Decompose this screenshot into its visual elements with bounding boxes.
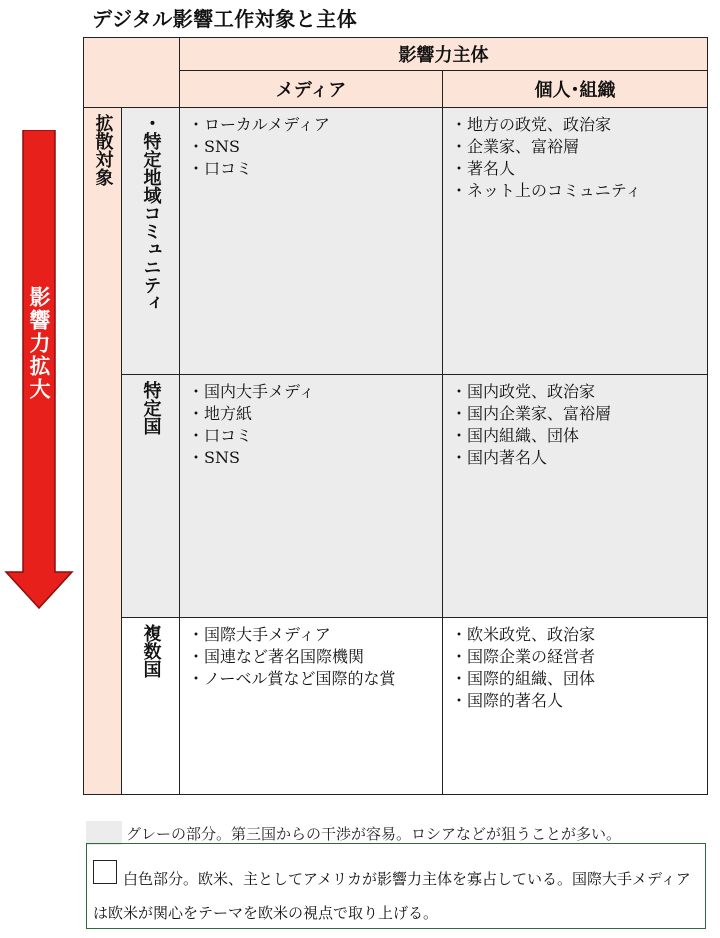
list-item: ・ 国内著名人 <box>451 447 703 469</box>
list-item: ・ SNS <box>188 447 438 469</box>
list-local-media <box>180 108 442 180</box>
list-item: ・ 地方紙 <box>188 403 438 425</box>
list-item: ・ SNS <box>188 136 438 158</box>
cell-country-person <box>443 375 708 618</box>
row-label-local: ・特定地域コミュニティ <box>140 114 162 312</box>
list-item: ・ 欧米政党、政治家 <box>451 624 703 646</box>
list-item: ・ ノーベル賞など国際的な賞 <box>188 668 438 690</box>
target-label: 拡散対象 <box>92 114 114 186</box>
list-item: ・ 口コミ <box>188 158 438 180</box>
header-influence-actor: 影響力主体 <box>180 38 708 71</box>
list-multi-media <box>180 618 442 690</box>
influence-matrix <box>83 37 708 795</box>
cell-local-media <box>180 108 443 375</box>
list-item: ・ 地方の政党、政治家 <box>451 114 703 136</box>
row-label-country: 特定国 <box>140 381 162 435</box>
list-item: ・ 国際企業の経営者 <box>451 646 703 668</box>
list-item: ・ 国内組織、団体 <box>451 425 703 447</box>
list-multi-person <box>443 618 707 712</box>
list-item: ・ 著名人 <box>451 158 703 180</box>
row-label-cell-local <box>122 108 180 375</box>
corner-cell <box>84 38 180 108</box>
row-label-cell-multi <box>122 618 180 795</box>
row-label-multi: 複数国 <box>140 624 162 678</box>
list-local-person <box>443 108 707 202</box>
list-item: ・ 国内政党、政治家 <box>451 381 703 403</box>
list-item: ・ 国際的著名人 <box>451 690 703 712</box>
list-country-media <box>180 375 442 469</box>
cell-multi-person <box>443 618 708 795</box>
row-label-cell-country <box>122 375 180 618</box>
cell-multi-media <box>180 618 443 795</box>
cell-country-media <box>180 375 443 618</box>
header-person-org: 個人･組織 <box>443 71 708 108</box>
arrow-label: 影響力拡大 <box>27 286 51 401</box>
list-item: ・ 企業家、富裕層 <box>451 136 703 158</box>
list-item: ・ 国内企業家、富裕層 <box>451 403 703 425</box>
legend-white-box <box>86 843 706 929</box>
list-country-person <box>443 375 707 469</box>
list-item: ・ 国際的組織、団体 <box>451 668 703 690</box>
target-label-cell <box>84 108 122 795</box>
document-title: デジタル影響工作対象と主体 <box>92 7 358 31</box>
legend-gray-text: グレーの部分。第三国からの干渉が容易。ロシアなどが狙うことが多い。 <box>126 825 622 843</box>
legend-gray-swatch <box>86 821 122 845</box>
list-item: ・ 口コミ <box>188 425 438 447</box>
cell-local-person <box>443 108 708 375</box>
list-item: ・ ネット上のコミュニティ <box>451 180 703 202</box>
list-item: ・ 国際大手メディア <box>188 624 438 646</box>
list-item: ・ 国連など著名国際機関 <box>188 646 438 668</box>
list-item: ・ ローカルメディア <box>188 114 438 136</box>
header-media: メディア <box>180 71 443 108</box>
legend-white-text: 白色部分。欧米、主としてアメリカが影響力主体を寡占している。国際大手メディアは欧米が関心をテーマを欧米の視点で取り上げる。 <box>93 870 691 922</box>
list-item: ・ 国内大手メディ <box>188 381 438 403</box>
